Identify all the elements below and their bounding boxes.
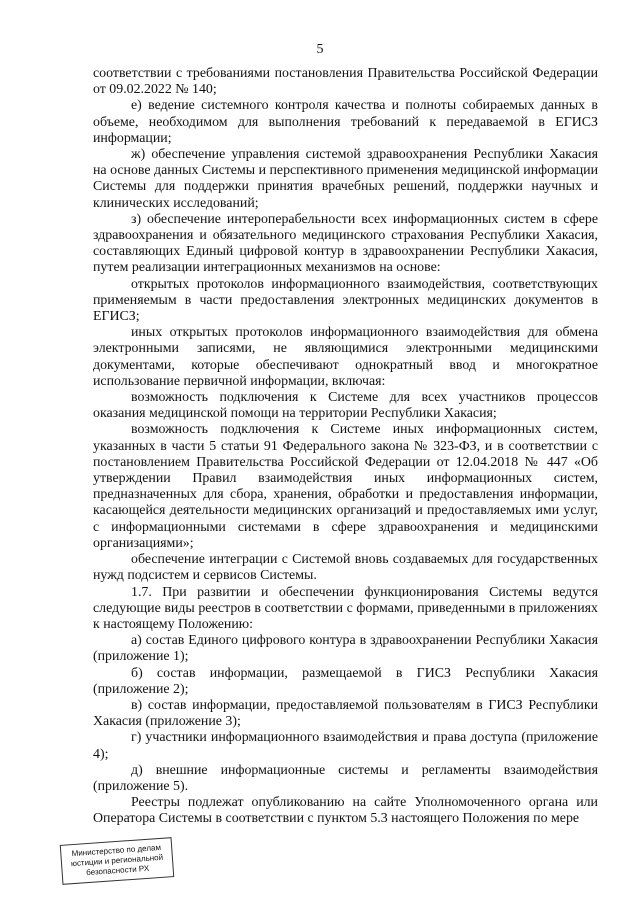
- paragraph: 1.7. При развитии и обеспечении функционирования Системы ведутся следующие виды реестров в соответствии с формами, приведенными в приложениях к настоящему Положению:: [93, 584, 598, 632]
- paragraph: ж) обеспечение управления системой здравоохранения Республики Хакасия на основе данных Системы и перспективного применения медицинской информации Системы для поддержки принятия врачебных решений, поддержки научных и клинических исследований;: [93, 147, 598, 211]
- document-body: [93, 66, 598, 828]
- paragraph: возможность подключения к Системе иных информационных систем, указанных в части 5 статьи 91 Федерального закона № 323-ФЗ, и в соответствии с постановлением Правительства Российской Федерации от 12.04.2018 № 447 «Об утверждении Правил взаимодействия иных информационных систем, предназначенных для сбора, хранения, обработки и предоставления информации, касающейся деятельности медицинских организаций и предоставляемых ими услуг, с информационными системами в сфере здравоохранения и медицинскими организациями»;: [93, 422, 598, 551]
- paragraph: в) состав информации, предоставляемой пользователям в ГИСЗ Республики Хакасия (приложение 3);: [93, 697, 598, 730]
- paragraph: а) состав Единого цифрового контура в здравоохранении Республики Хакасия (приложение 1);: [93, 633, 598, 665]
- paragraph: Реестры подлежат опубликованию на сайте Уполномоченного органа или Оператора Системы в соответствии с пунктом 5.3 настоящего Положения по мере: [93, 795, 598, 827]
- paragraph: открытых протоколов информационного взаимодействия, соответствующих применяемым в части предоставления электронных медицинских документов в ЕГИСЗ;: [93, 276, 598, 325]
- paragraph: иных открытых протоколов информационного взаимодействия для обмена электронными записями, не являющимися электронными медицинскими документами, которые обеспечивают однократный ввод и многократное использование первичной информации, включая:: [93, 325, 598, 389]
- registration-stamp: [60, 837, 175, 885]
- paragraph: возможность подключения к Системе для всех участников процессов оказания медицинской помощи на территории Республики Хакасия;: [93, 390, 598, 422]
- paragraph: д) внешние информационные системы и регламенты взаимодействия (приложение 5).: [93, 762, 598, 794]
- paragraph: соответствии с требованиями постановления Правительства Российской Федерации от 09.02.2022 № 140;: [93, 66, 598, 98]
- paragraph: обеспечение интеграции с Системой вновь создаваемых для государственных нужд подсистем и сервисов Системы.: [93, 552, 598, 584]
- stamp-text: Министерство по делам юстиции и региональной безопасности РХ: [70, 842, 164, 878]
- paragraph: б) состав информации, размещаемой в ГИСЗ Республики Хакасия (приложение 2);: [93, 665, 598, 697]
- paragraph: е) ведение системного контроля качества и полноты собираемых данных в объеме, необходимом для выполнения требований к передаваемой в ЕГИСЗ информации;: [93, 98, 598, 146]
- page-number: 5: [316, 42, 324, 57]
- paragraph: з) обеспечение интероперабельности всех информационных систем в сфере здравоохранения и обязательного медицинского страхования Республики Хакасия, составляющих Единый цифровой контур в здравоохранении Республики Хакасия, путем реализации интеграционных механизмов на основе:: [93, 211, 598, 276]
- paragraph: г) участники информационного взаимодействия и права доступа (приложение 4);: [93, 730, 598, 762]
